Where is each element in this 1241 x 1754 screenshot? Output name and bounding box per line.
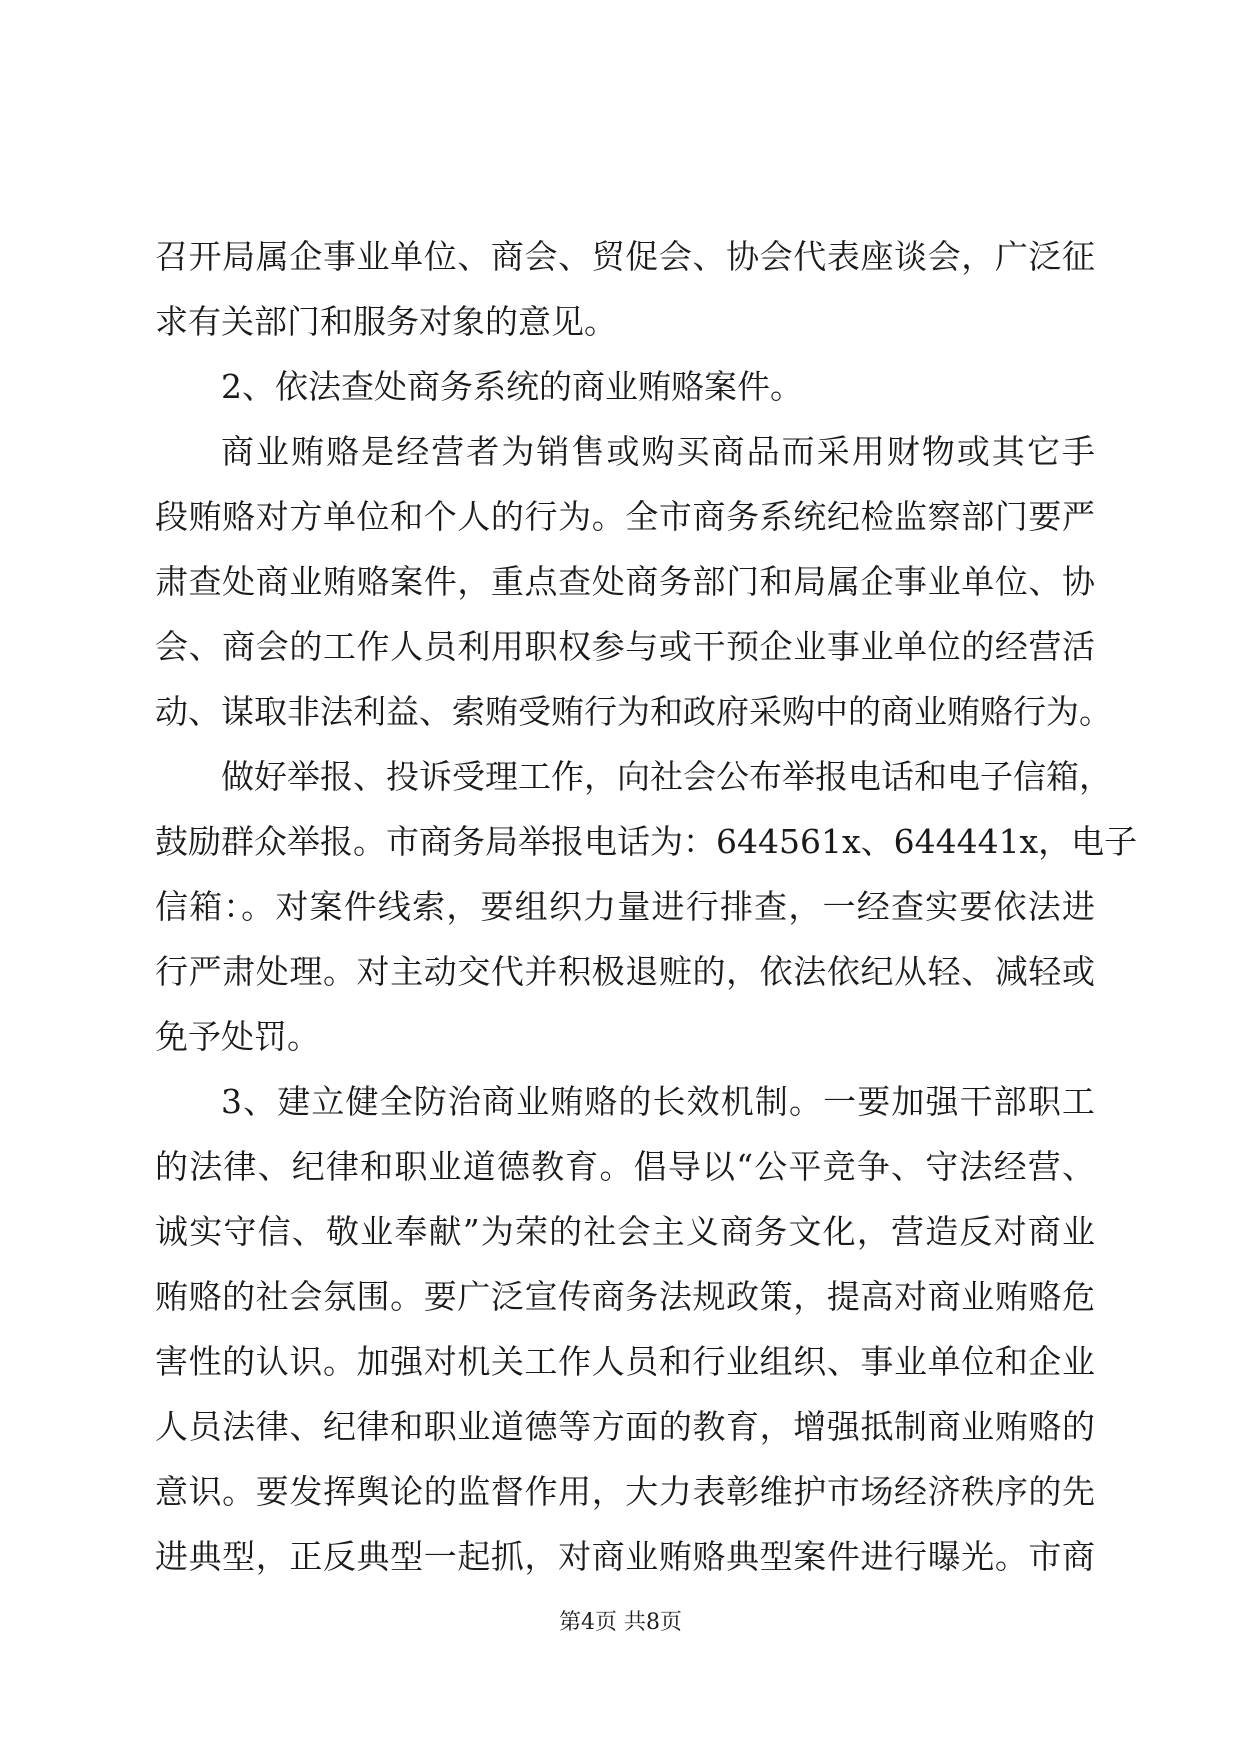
text-line: 信箱：。对案件线索，要组织力量进行排查，一经查实要依法进 bbox=[155, 887, 1095, 926]
page-number: 第4页 共8页 bbox=[559, 1610, 682, 1635]
text-line: 商业贿赂是经营者为销售或购买商品而采用财物或其它手 bbox=[221, 432, 1095, 471]
text-line: 进典型，正反典型一起抓，对商业贿赂典型案件进行曝光。市商 bbox=[155, 1537, 1095, 1576]
text-line: 会、商会的工作人员利用职权参与或干预企业事业单位的经营活 bbox=[155, 627, 1095, 666]
text-line: 鼓励群众举报。市商务局举报电话为：644561x、644441x，电子 bbox=[155, 822, 1138, 861]
text-line: 诚实守信、敬业奉献”为荣的社会主义商务文化，营造反对商业 bbox=[155, 1212, 1095, 1251]
text-line: 肃查处商业贿赂案件，重点查处商务部门和局属企事业单位、协 bbox=[155, 562, 1095, 601]
text-line: 意识。要发挥舆论的监督作用，大力表彰维护市场经济秩序的先 bbox=[155, 1472, 1095, 1511]
text-line: 害性的认识。加强对机关工作人员和行业组织、事业单位和企业 bbox=[155, 1342, 1095, 1381]
text-line: 贿赂的社会氛围。要广泛宣传商务法规政策，提高对商业贿赂危 bbox=[155, 1277, 1095, 1316]
body-text bbox=[155, 224, 1138, 1589]
section-heading-2: 2、依法查处商务系统的商业贿赂案件。 bbox=[221, 367, 803, 406]
text-line: 召开局属企事业单位、商会、贸促会、协会代表座谈会，广泛征 bbox=[155, 237, 1095, 276]
section-heading-3: 3、建立健全防治商业贿赂的长效机制。一要加强干部职工 bbox=[221, 1082, 1095, 1121]
text-line: 段贿赂对方单位和个人的行为。全市商务系统纪检监察部门要严 bbox=[155, 497, 1095, 536]
text-line: 做好举报、投诉受理工作，向社会公布举报电话和电子信箱， bbox=[221, 757, 1112, 796]
text-line: 免予处罚。 bbox=[155, 1017, 320, 1056]
text-line: 行严肃处理。对主动交代并积极退赃的，依法依纪从轻、减轻或 bbox=[155, 952, 1095, 991]
text-line: 的法律、纪律和职业道德教育。倡导以“公平竞争、守法经营、 bbox=[155, 1147, 1095, 1186]
text-line: 人员法律、纪律和职业道德等方面的教育，增强抵制商业贿赂的 bbox=[155, 1407, 1095, 1446]
page-footer bbox=[0, 1608, 1241, 1638]
text-line: 动、谋取非法利益、索贿受贿行为和政府采购中的商业贿赂行为。 bbox=[155, 692, 1112, 731]
text-line: 求有关部门和服务对象的意见。 bbox=[155, 302, 617, 341]
